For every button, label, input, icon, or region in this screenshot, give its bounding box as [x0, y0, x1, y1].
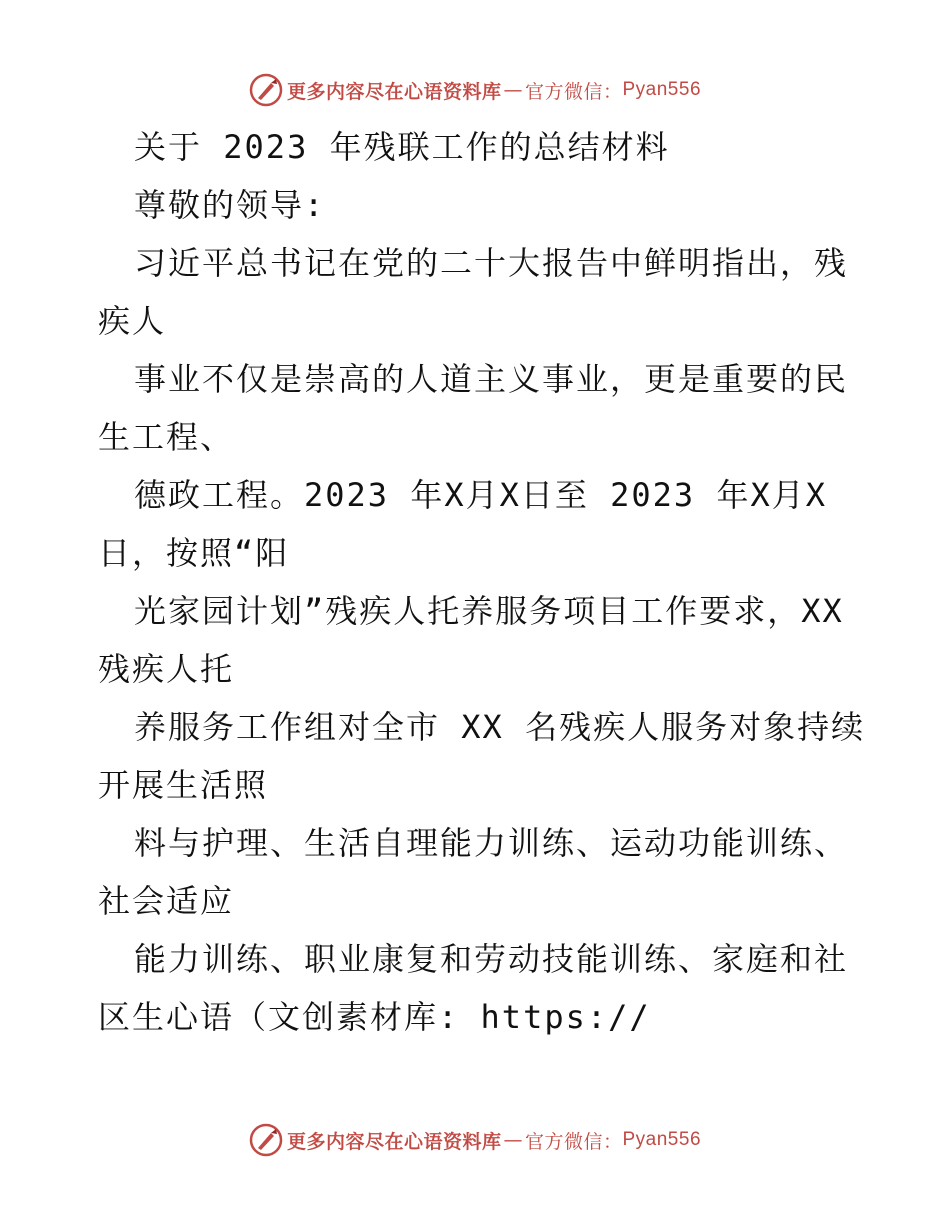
watermark-brand: 更多内容尽在心语资料库 — [286, 80, 502, 103]
doc-text-line: 习近平总书记在党的二十大报告中鲜明指出，残 — [134, 244, 849, 282]
feather-pen-logo-icon — [249, 1123, 283, 1157]
watermark-separator: — — [503, 1129, 523, 1151]
doc-text-line: 疾人 — [98, 302, 167, 340]
doc-text-line: 生工程、 — [98, 418, 235, 456]
watermark-account-id: Pyan556 — [622, 79, 702, 100]
doc-text-line: 残疾人托 — [98, 650, 235, 688]
doc-text-line: 德政工程。2023 年X月X日至 2023 年X月X — [134, 476, 827, 514]
doc-text-line: 社会适应 — [98, 882, 235, 920]
watermark-account-id: Pyan556 — [622, 1129, 702, 1150]
doc-text-line: 区生心语（文创素材库: https:// — [98, 998, 651, 1036]
doc-text-line: 养服务工作组对全市 XX 名残疾人服务对象持续 — [134, 708, 866, 746]
watermark-account-label: 官方微信： — [524, 80, 623, 103]
feather-pen-logo-icon — [249, 73, 283, 107]
doc-text-line: 事业不仅是崇高的人道主义事业，更是重要的民 — [134, 360, 849, 398]
doc-text-line: 光家园计划”残疾人托养服务项目工作要求，XX — [134, 592, 844, 630]
doc-text-line: 开展生活照 — [98, 766, 269, 804]
watermark-brand: 更多内容尽在心语资料库 — [286, 1130, 502, 1153]
doc-text-line: 料与护理、生活自理能力训练、运动功能训练、 — [134, 824, 849, 862]
watermark-separator: — — [503, 79, 523, 101]
doc-text-line: 日，按照“阳 — [98, 534, 290, 572]
footer-watermark — [0, 1120, 950, 1160]
document-body — [98, 118, 866, 1046]
header-watermark — [0, 70, 950, 110]
watermark-account-label: 官方微信： — [524, 1130, 623, 1153]
doc-salutation-line: 尊敬的领导: — [134, 186, 326, 224]
doc-text-line: 能力训练、职业康复和劳动技能训练、家庭和社 — [134, 940, 849, 978]
doc-title-line: 关于 2023 年残联工作的总结材料 — [134, 128, 670, 166]
